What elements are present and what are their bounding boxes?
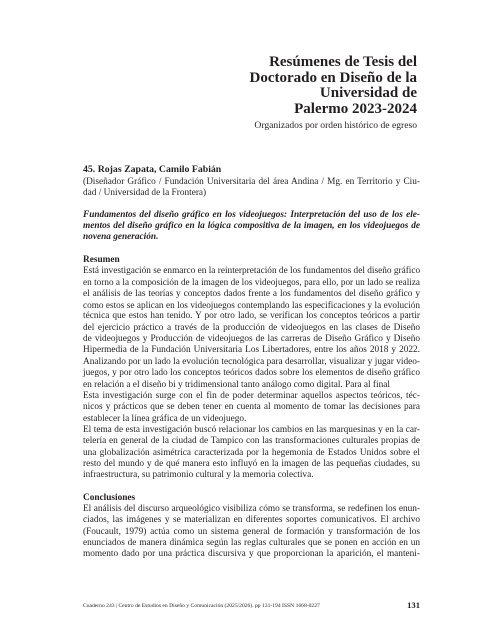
text-line: técnica que estos han tenido. Y por otro lado, se verifican los conceptos teóricos a partir bbox=[83, 311, 420, 322]
text-line: El tema de esta investigación buscó relacionar los cambios en las marquesinas y en la car- bbox=[83, 424, 420, 435]
running-header bbox=[157, 55, 417, 132]
thesis-title bbox=[83, 210, 420, 244]
text-line: como estos se aplican en los videojuegos contemplando las especificaciones y la evolución bbox=[83, 300, 420, 311]
text-line: telería en general de la ciudad de Tampico con las transformaciones culturales propias de bbox=[83, 436, 420, 447]
footer-citation: Cuaderno 243 | Centro de Estudios en Diseño y Comunicación (2025/2026). pp 131-194 ISSN 1668-0227 bbox=[83, 603, 320, 609]
title-line: Universidad de bbox=[319, 85, 417, 101]
title-line: Palermo 2023-2024 bbox=[294, 100, 417, 117]
text-line: enunciados de manera dinámica según las reglas culturales que se ponen en acción en un bbox=[83, 537, 420, 548]
text-line: novena generación. bbox=[83, 232, 159, 243]
text-line: nicos y prácticos que se deben tener en cuenta al momento de tomar las decisiones para bbox=[83, 402, 420, 413]
text-line: Fundamentos del diseño gráfico en los videojuegos: Interpretación del uso de los ele- bbox=[83, 209, 420, 220]
page-footer bbox=[83, 602, 420, 610]
page-number: 131 bbox=[407, 600, 420, 610]
text-line: Hipermedia de la Fundación Universitaria Los Libertadores, entre los años 2018 y 2022. bbox=[83, 345, 420, 356]
text-line: Está investigación se enmarco en la reinterpretación de los fundamentos del diseño gráfico bbox=[83, 266, 421, 277]
text-line: ciados, las imágenes y se materializan en diferentes soportes comunicativos. El archivo bbox=[83, 515, 420, 526]
page-title bbox=[157, 55, 417, 117]
page-subtitle: Organizados por orden histórico de egreso bbox=[254, 120, 417, 131]
text-line: el análisis de las teorías y conceptos dados frente a los fundamentos del diseño gráfico y bbox=[83, 288, 420, 299]
text-line: mentos del diseño gráfico en la lógica compositiva de la imagen, en los videojuegos de bbox=[83, 221, 420, 232]
text-line: resto del mundo y de qué manera esto influyó en la imagen de las pequeñas ciudades, su bbox=[83, 458, 420, 469]
text-line: del ejercicio práctico a través de la producción de videojuegos en las clases de Diseño bbox=[83, 322, 420, 333]
conclusiones-heading: Conclusiones bbox=[83, 492, 136, 503]
text-line: una globalización asimétrica caracterizada por la hegemonia de Estados Unidos sobre el bbox=[83, 447, 420, 458]
resumen-heading: Resumen bbox=[83, 254, 120, 265]
text-line: Analizando por un lado la evolución tecnológica para desarrollar, visualizar y jugar video- bbox=[83, 356, 420, 367]
resumen-text bbox=[83, 266, 420, 482]
text-line: (Foucault, 1979) actúa como un sistema general de formación y transformación de los bbox=[83, 526, 420, 537]
conclusiones-text bbox=[83, 504, 420, 561]
title-line: Doctorado en Diseño de la bbox=[249, 69, 417, 86]
article-body bbox=[83, 164, 420, 561]
author-affiliation bbox=[83, 177, 420, 200]
text-line: El análisis del discurso arqueológico visibiliza cómo se transforma, se redefinen los enun- bbox=[83, 503, 420, 514]
text-line: en relación a el diseño bi y tridimensional tanto análogo como digital. Para al final bbox=[83, 379, 390, 390]
text-line: infraestructura, su patrimonio cultural y la memoria colectiva. bbox=[83, 470, 314, 481]
title-line: Resúmenes de Tesis del bbox=[269, 54, 417, 70]
text-line: (Diseñador Gráfico / Fundación Universitaria del área Andina / Mg. en Territorio y Ciu- bbox=[83, 177, 420, 187]
text-line: en torno a la composición de la imagen de los videojuegos, para ello, por un lado se realiza bbox=[83, 277, 420, 288]
text-line: Esta investigación surge con el fin de poder determinar aquellos aspectos teóricos, téc- bbox=[83, 390, 420, 401]
text-line: establecer la línea gráfica de un videojuego. bbox=[83, 413, 247, 424]
text-line: juegos, y por otro lado los conceptos teóricos dados sobre los elementos de diseño gráfico bbox=[83, 368, 420, 379]
text-line: momento dado por una práctica discursiva y que proporcionan la aparición, el manteni- bbox=[83, 549, 420, 560]
author-name: 45. Rojas Zapata, Camilo Fabián bbox=[83, 164, 222, 175]
text-line: de videojuegos y Producción de videojuegos de las carreras de Diseño Gráfico y Diseño bbox=[83, 334, 420, 345]
text-line: dad / Universidad de la Frontera) bbox=[83, 188, 207, 199]
